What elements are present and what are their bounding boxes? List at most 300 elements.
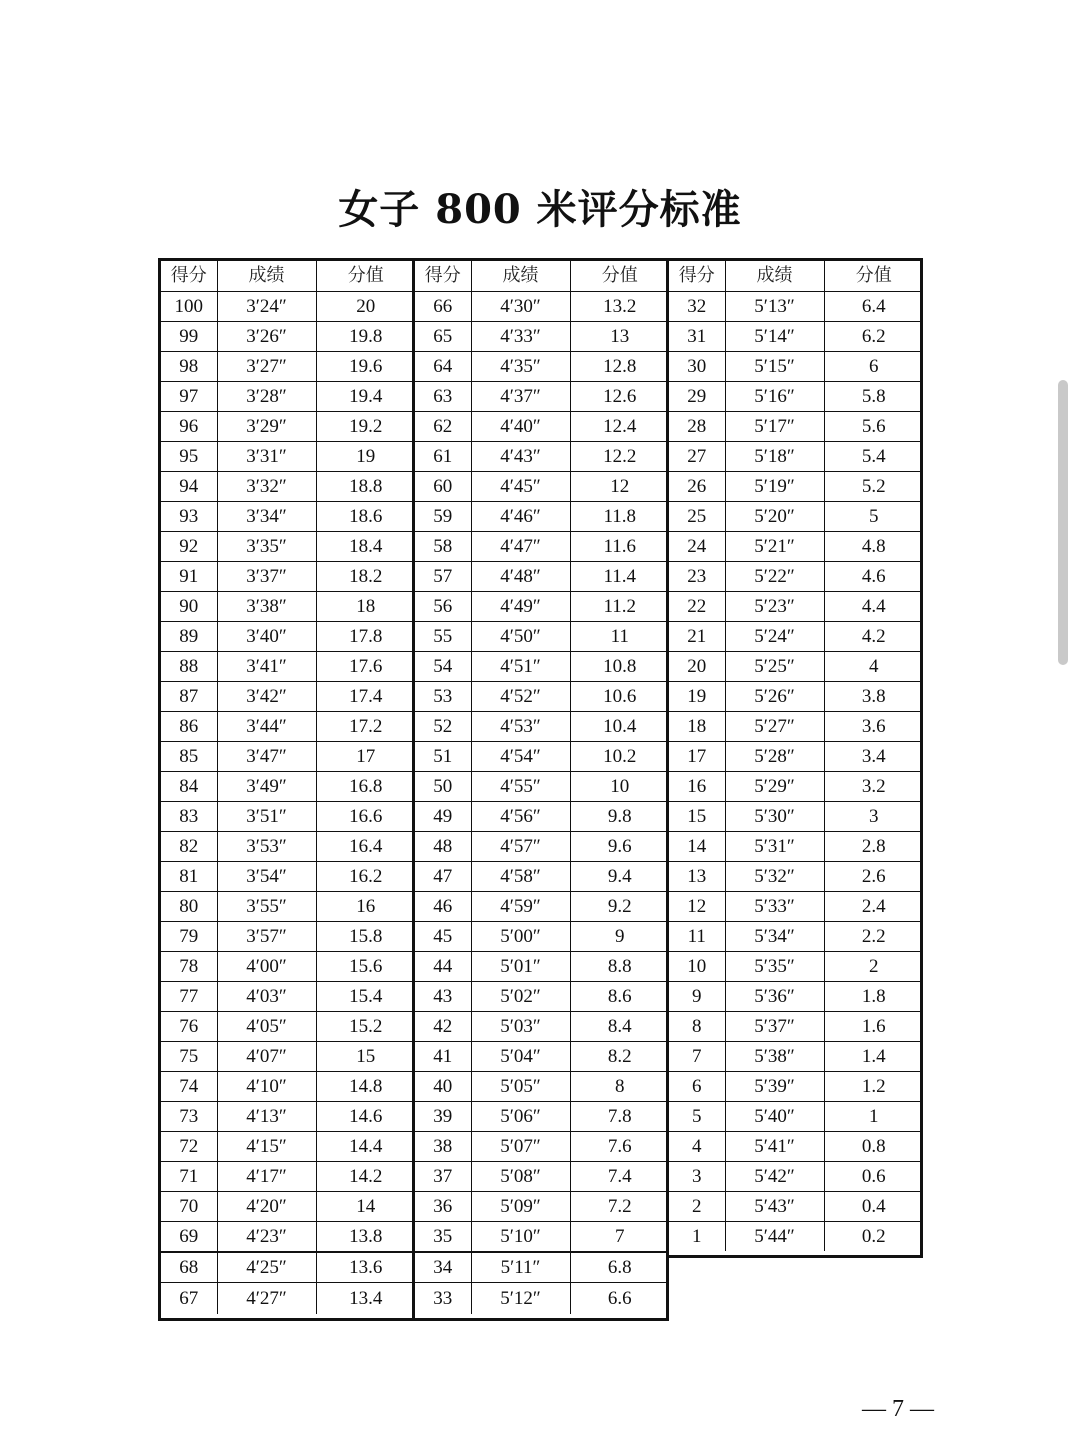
- column-header: 得分: [669, 261, 725, 291]
- score-cell: 71: [161, 1161, 217, 1191]
- score-cell: 22: [669, 591, 725, 621]
- result-cell: 5′34″: [725, 921, 824, 951]
- result-cell: 5′11″: [471, 1252, 570, 1283]
- result-cell: 4′37″: [471, 381, 570, 411]
- table-row: [161, 741, 415, 771]
- table-row: [669, 801, 923, 831]
- result-cell: 4′56″: [471, 801, 570, 831]
- result-cell: 5′01″: [471, 951, 570, 981]
- result-cell: 3′41″: [217, 651, 316, 681]
- result-cell: 5′26″: [725, 681, 824, 711]
- score-cell: 3: [669, 1161, 725, 1191]
- table-row: [415, 621, 669, 651]
- points-cell: 6.8: [570, 1252, 669, 1283]
- result-cell: 5′38″: [725, 1041, 824, 1071]
- result-cell: 3′38″: [217, 591, 316, 621]
- table-row: [161, 621, 415, 651]
- table-row: [669, 441, 923, 471]
- score-cell: 78: [161, 951, 217, 981]
- points-cell: 0.8: [824, 1131, 923, 1161]
- table-row: [161, 771, 415, 801]
- points-cell: 16.2: [316, 861, 415, 891]
- points-cell: 18.8: [316, 471, 415, 501]
- table-row: [161, 381, 415, 411]
- points-cell: 15.2: [316, 1011, 415, 1041]
- table-row: [161, 1101, 415, 1131]
- score-cell: 15: [669, 801, 725, 831]
- result-cell: 4′17″: [217, 1161, 316, 1191]
- score-cell: 50: [415, 771, 471, 801]
- table-row: [415, 801, 669, 831]
- column-header: 得分: [161, 261, 217, 291]
- points-cell: 0.6: [824, 1161, 923, 1191]
- points-cell: 10.2: [570, 741, 669, 771]
- score-cell: 47: [415, 861, 471, 891]
- score-cell: 87: [161, 681, 217, 711]
- table-row: [415, 381, 669, 411]
- score-cell: 80: [161, 891, 217, 921]
- result-cell: 4′51″: [471, 651, 570, 681]
- result-cell: 5′19″: [725, 471, 824, 501]
- score-cell: 6: [669, 1071, 725, 1101]
- result-cell: 4′45″: [471, 471, 570, 501]
- score-cell: 2: [669, 1191, 725, 1221]
- result-cell: 4′15″: [217, 1131, 316, 1161]
- table-row: [415, 951, 669, 981]
- result-cell: 4′53″: [471, 711, 570, 741]
- score-cell: 82: [161, 831, 217, 861]
- points-cell: 19.2: [316, 411, 415, 441]
- table-row: [415, 1011, 669, 1041]
- table-row: [161, 1131, 415, 1161]
- points-cell: 16.8: [316, 771, 415, 801]
- score-cell: 20: [669, 651, 725, 681]
- result-cell: 3′42″: [217, 681, 316, 711]
- column-header: 成绩: [471, 261, 570, 291]
- table-row: [161, 1221, 415, 1252]
- score-cell: 17: [669, 741, 725, 771]
- result-cell: 4′47″: [471, 531, 570, 561]
- result-cell: 4′50″: [471, 621, 570, 651]
- score-cell: 67: [161, 1283, 217, 1314]
- points-cell: 19: [316, 441, 415, 471]
- points-cell: 6.2: [824, 321, 923, 351]
- points-cell: 1.2: [824, 1071, 923, 1101]
- table-row: [669, 471, 923, 501]
- result-cell: 5′16″: [725, 381, 824, 411]
- points-cell: 12.2: [570, 441, 669, 471]
- score-cell: 93: [161, 501, 217, 531]
- result-cell: 4′40″: [471, 411, 570, 441]
- result-cell: 5′18″: [725, 441, 824, 471]
- score-cell: 30: [669, 351, 725, 381]
- score-cell: 35: [415, 1221, 471, 1252]
- score-cell: 56: [415, 591, 471, 621]
- points-cell: 20: [316, 291, 415, 321]
- points-cell: 18: [316, 591, 415, 621]
- score-cell: 94: [161, 471, 217, 501]
- result-cell: 5′30″: [725, 801, 824, 831]
- table-row: [415, 1131, 669, 1161]
- points-cell: 14.2: [316, 1161, 415, 1191]
- result-cell: 4′54″: [471, 741, 570, 771]
- table-row: [161, 321, 415, 351]
- points-cell: 11.2: [570, 591, 669, 621]
- points-cell: 8: [570, 1071, 669, 1101]
- points-cell: 9: [570, 921, 669, 951]
- points-cell: 19.6: [316, 351, 415, 381]
- result-cell: 5′09″: [471, 1191, 570, 1221]
- score-cell: 81: [161, 861, 217, 891]
- score-cell: 33: [415, 1283, 471, 1314]
- points-cell: 13.4: [316, 1283, 415, 1314]
- score-cell: 97: [161, 381, 217, 411]
- score-cell: 66: [415, 291, 471, 321]
- score-cell: 88: [161, 651, 217, 681]
- score-cell: 26: [669, 471, 725, 501]
- points-cell: 13.6: [316, 1252, 415, 1283]
- result-cell: 5′17″: [725, 411, 824, 441]
- result-cell: 3′49″: [217, 771, 316, 801]
- points-cell: 13: [570, 321, 669, 351]
- points-cell: 2.8: [824, 831, 923, 861]
- score-cell: 49: [415, 801, 471, 831]
- table-row: [161, 1191, 415, 1221]
- points-cell: 5.8: [824, 381, 923, 411]
- score-cell: 34: [415, 1252, 471, 1283]
- result-cell: 5′40″: [725, 1101, 824, 1131]
- points-cell: 12.4: [570, 411, 669, 441]
- score-cell: 28: [669, 411, 725, 441]
- points-cell: 1.8: [824, 981, 923, 1011]
- score-cell: 24: [669, 531, 725, 561]
- points-cell: 11: [570, 621, 669, 651]
- table-row: [669, 1161, 923, 1191]
- scrollbar[interactable]: [1058, 380, 1068, 665]
- points-cell: 10.8: [570, 651, 669, 681]
- table-row: [669, 351, 923, 381]
- table-row: [161, 681, 415, 711]
- points-cell: 0.4: [824, 1191, 923, 1221]
- score-cell: 39: [415, 1101, 471, 1131]
- table-row: [161, 861, 415, 891]
- column-header: 成绩: [725, 261, 824, 291]
- score-cell: 73: [161, 1101, 217, 1131]
- result-cell: 3′57″: [217, 921, 316, 951]
- page-title: 女子 800 米评分标准: [338, 186, 742, 233]
- result-cell: 3′37″: [217, 561, 316, 591]
- result-cell: 3′53″: [217, 831, 316, 861]
- score-cell: 12: [669, 891, 725, 921]
- result-cell: 5′13″: [725, 291, 824, 321]
- points-cell: 14.6: [316, 1101, 415, 1131]
- points-cell: 4.6: [824, 561, 923, 591]
- result-cell: 4′52″: [471, 681, 570, 711]
- points-cell: 4.2: [824, 621, 923, 651]
- result-cell: 4′35″: [471, 351, 570, 381]
- points-cell: 12: [570, 471, 669, 501]
- points-cell: 3.6: [824, 711, 923, 741]
- table-row: [669, 651, 923, 681]
- table-row: [415, 1101, 669, 1131]
- points-cell: 5.4: [824, 441, 923, 471]
- result-cell: 5′33″: [725, 891, 824, 921]
- points-cell: 5.2: [824, 471, 923, 501]
- score-cell: 51: [415, 741, 471, 771]
- table-row: [161, 711, 415, 741]
- result-cell: 3′26″: [217, 321, 316, 351]
- result-cell: 3′40″: [217, 621, 316, 651]
- table-row: [415, 861, 669, 891]
- points-cell: 8.6: [570, 981, 669, 1011]
- score-cell: 48: [415, 831, 471, 861]
- score-cell: 40: [415, 1071, 471, 1101]
- score-cell: 54: [415, 651, 471, 681]
- score-cell: 52: [415, 711, 471, 741]
- score-cell: 91: [161, 561, 217, 591]
- result-cell: 5′00″: [471, 921, 570, 951]
- table-row: [161, 801, 415, 831]
- table-row: [161, 561, 415, 591]
- table-row: [415, 1252, 669, 1283]
- score-cell: 69: [161, 1221, 217, 1252]
- points-cell: 2.6: [824, 861, 923, 891]
- table-row: [669, 861, 923, 891]
- result-cell: 3′31″: [217, 441, 316, 471]
- points-cell: 9.6: [570, 831, 669, 861]
- points-cell: 5.6: [824, 411, 923, 441]
- result-cell: 4′03″: [217, 981, 316, 1011]
- score-cell: 29: [669, 381, 725, 411]
- score-cell: 55: [415, 621, 471, 651]
- table-row: [415, 471, 669, 501]
- result-cell: 4′33″: [471, 321, 570, 351]
- points-cell: 3.4: [824, 741, 923, 771]
- score-cell: 61: [415, 441, 471, 471]
- result-cell: 5′39″: [725, 1071, 824, 1101]
- table-row: [415, 1161, 669, 1191]
- result-cell: 4′58″: [471, 861, 570, 891]
- score-cell: 68: [161, 1252, 217, 1283]
- result-cell: 3′28″: [217, 381, 316, 411]
- score-cell: 21: [669, 621, 725, 651]
- result-cell: 5′28″: [725, 741, 824, 771]
- points-cell: 10: [570, 771, 669, 801]
- result-cell: 3′35″: [217, 531, 316, 561]
- score-cell: 77: [161, 981, 217, 1011]
- score-cell: 70: [161, 1191, 217, 1221]
- points-cell: 8.2: [570, 1041, 669, 1071]
- table-row: [415, 321, 669, 351]
- score-table-block-1: [158, 258, 415, 1321]
- result-cell: 5′24″: [725, 621, 824, 651]
- result-cell: 3′44″: [217, 711, 316, 741]
- result-cell: 5′06″: [471, 1101, 570, 1131]
- result-cell: 5′42″: [725, 1161, 824, 1191]
- score-cell: 58: [415, 531, 471, 561]
- points-cell: 1: [824, 1101, 923, 1131]
- score-cell: 11: [669, 921, 725, 951]
- result-cell: 4′07″: [217, 1041, 316, 1071]
- header-row: [161, 261, 415, 291]
- result-cell: 4′23″: [217, 1221, 316, 1252]
- table-row: [415, 351, 669, 381]
- result-cell: 4′48″: [471, 561, 570, 591]
- column-header: 分值: [824, 261, 923, 291]
- table-row: [415, 411, 669, 441]
- table-row: [161, 891, 415, 921]
- table-row: [415, 981, 669, 1011]
- score-cell: 14: [669, 831, 725, 861]
- result-cell: 4′13″: [217, 1101, 316, 1131]
- score-cell: 13: [669, 861, 725, 891]
- table-row: [161, 351, 415, 381]
- table-row: [161, 1011, 415, 1041]
- score-cell: 43: [415, 981, 471, 1011]
- table-row: [415, 891, 669, 921]
- score-cell: 8: [669, 1011, 725, 1041]
- score-cell: 25: [669, 501, 725, 531]
- table-row: [669, 891, 923, 921]
- table-row: [415, 1191, 669, 1221]
- result-cell: 3′34″: [217, 501, 316, 531]
- table-row: [669, 831, 923, 861]
- score-cell: 41: [415, 1041, 471, 1071]
- table-row: [669, 1071, 923, 1101]
- points-cell: 17.2: [316, 711, 415, 741]
- score-cell: 72: [161, 1131, 217, 1161]
- result-cell: 5′22″: [725, 561, 824, 591]
- points-cell: 18.6: [316, 501, 415, 531]
- points-cell: 17.8: [316, 621, 415, 651]
- table-row: [669, 981, 923, 1011]
- points-cell: 16.6: [316, 801, 415, 831]
- points-cell: 16.4: [316, 831, 415, 861]
- score-cell: 4: [669, 1131, 725, 1161]
- table-row: [161, 981, 415, 1011]
- table-row: [669, 531, 923, 561]
- points-cell: 13.8: [316, 1221, 415, 1252]
- table-row: [669, 771, 923, 801]
- result-cell: 4′30″: [471, 291, 570, 321]
- table-row: [161, 1041, 415, 1071]
- score-cell: 64: [415, 351, 471, 381]
- score-cell: 16: [669, 771, 725, 801]
- table-row: [161, 501, 415, 531]
- points-cell: 6.4: [824, 291, 923, 321]
- points-cell: 16: [316, 891, 415, 921]
- points-cell: 7.2: [570, 1191, 669, 1221]
- result-cell: 4′00″: [217, 951, 316, 981]
- result-cell: 5′25″: [725, 651, 824, 681]
- table-row: [669, 1131, 923, 1161]
- result-cell: 4′05″: [217, 1011, 316, 1041]
- table-row: [669, 681, 923, 711]
- points-cell: 14.8: [316, 1071, 415, 1101]
- score-cell: 96: [161, 411, 217, 441]
- table-row: [669, 951, 923, 981]
- result-cell: 5′14″: [725, 321, 824, 351]
- points-cell: 14: [316, 1191, 415, 1221]
- table-row: [161, 1071, 415, 1101]
- points-cell: 10.4: [570, 711, 669, 741]
- score-cell: 10: [669, 951, 725, 981]
- result-cell: 3′55″: [217, 891, 316, 921]
- score-cell: 5: [669, 1101, 725, 1131]
- table-row: [415, 651, 669, 681]
- result-cell: 4′25″: [217, 1252, 316, 1283]
- points-cell: 3.2: [824, 771, 923, 801]
- table-row: [161, 591, 415, 621]
- table-row: [669, 561, 923, 591]
- score-cell: 95: [161, 441, 217, 471]
- score-table-block-2: [412, 258, 669, 1321]
- table-row: [669, 1191, 923, 1221]
- result-cell: 5′12″: [471, 1283, 570, 1314]
- table-row: [161, 1252, 415, 1283]
- result-cell: 3′47″: [217, 741, 316, 771]
- points-cell: 11.6: [570, 531, 669, 561]
- result-cell: 5′43″: [725, 1191, 824, 1221]
- score-cell: 62: [415, 411, 471, 441]
- points-cell: 14.4: [316, 1131, 415, 1161]
- points-cell: 18.2: [316, 561, 415, 591]
- points-cell: 11.8: [570, 501, 669, 531]
- table-row: [669, 1041, 923, 1071]
- result-cell: 3′51″: [217, 801, 316, 831]
- result-cell: 3′29″: [217, 411, 316, 441]
- result-cell: 4′57″: [471, 831, 570, 861]
- result-cell: 4′10″: [217, 1071, 316, 1101]
- points-cell: 2: [824, 951, 923, 981]
- points-cell: 10.6: [570, 681, 669, 711]
- result-cell: 3′32″: [217, 471, 316, 501]
- result-cell: 5′27″: [725, 711, 824, 741]
- table-row: [415, 501, 669, 531]
- table-row: [415, 681, 669, 711]
- points-cell: 9.8: [570, 801, 669, 831]
- score-cell: 18: [669, 711, 725, 741]
- table-row: [161, 951, 415, 981]
- points-cell: 19.4: [316, 381, 415, 411]
- table-row: [161, 471, 415, 501]
- result-cell: 4′46″: [471, 501, 570, 531]
- score-cell: 9: [669, 981, 725, 1011]
- table-row: [669, 1011, 923, 1041]
- result-cell: 5′02″: [471, 981, 570, 1011]
- table-row: [161, 531, 415, 561]
- table-row: [415, 441, 669, 471]
- table-row: [161, 441, 415, 471]
- table-row: [415, 1283, 669, 1314]
- score-cell: 85: [161, 741, 217, 771]
- points-cell: 3.8: [824, 681, 923, 711]
- table-row: [415, 291, 669, 321]
- result-cell: 5′05″: [471, 1071, 570, 1101]
- score-cell: 1: [669, 1221, 725, 1251]
- score-cell: 59: [415, 501, 471, 531]
- result-cell: 5′23″: [725, 591, 824, 621]
- score-cell: 92: [161, 531, 217, 561]
- score-cell: 38: [415, 1131, 471, 1161]
- points-cell: 15.8: [316, 921, 415, 951]
- score-cell: 23: [669, 561, 725, 591]
- column-header: 得分: [415, 261, 471, 291]
- score-cell: 74: [161, 1071, 217, 1101]
- score-cell: 83: [161, 801, 217, 831]
- score-cell: 89: [161, 621, 217, 651]
- points-cell: 17.6: [316, 651, 415, 681]
